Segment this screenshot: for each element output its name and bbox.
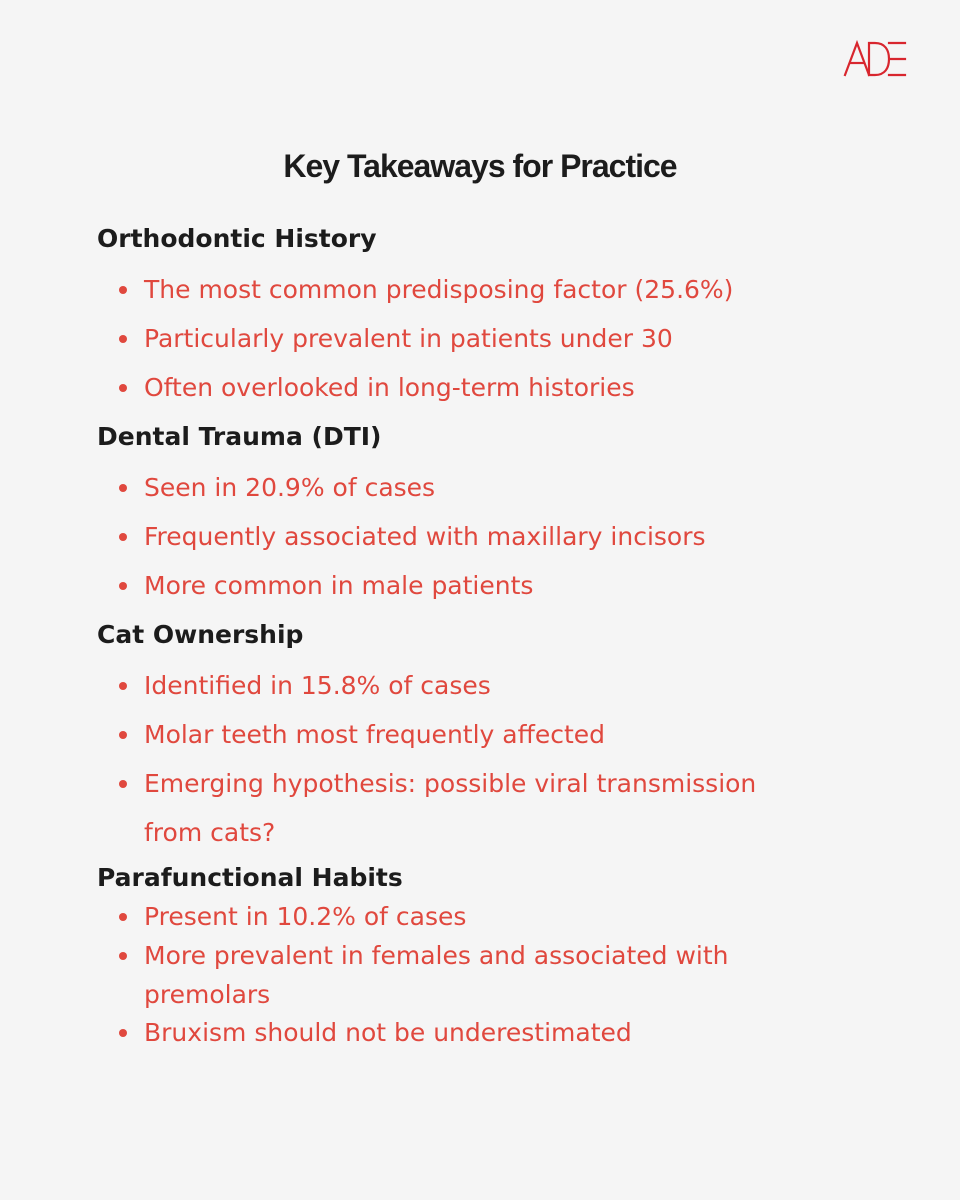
list-item: Frequently associated with maxillary incisors <box>144 512 706 561</box>
bullet-dot-icon <box>119 533 127 541</box>
bullet-dot-icon <box>119 384 127 392</box>
bullet-dot-icon <box>119 1029 127 1037</box>
section-heading-dental-trauma: Dental Trauma (DTI) <box>97 422 382 451</box>
section-heading-parafunctional-habits: Parafunctional Habits <box>97 863 403 892</box>
list-item: Often overlooked in long-term histories <box>144 363 635 412</box>
bullet-dot-icon <box>119 913 127 921</box>
section-heading-orthodontic-history: Orthodontic History <box>97 224 377 253</box>
list-item: Identified in 15.8% of cases <box>144 661 491 710</box>
list-item: Seen in 20.9% of cases <box>144 463 435 512</box>
bullet-dot-icon <box>119 952 127 960</box>
list-item: Particularly prevalent in patients under 30 <box>144 314 673 363</box>
list-item: Bruxism should not be underestimated <box>144 1013 632 1052</box>
bullet-dot-icon <box>119 286 127 294</box>
bullet-dot-icon <box>119 335 127 343</box>
bullet-dot-icon <box>119 484 127 492</box>
bullet-dot-icon <box>119 780 127 788</box>
bullet-dot-icon <box>119 682 127 690</box>
list-item: More prevalent in females and associated with premolars <box>144 936 729 1014</box>
list-item: Emerging hypothesis: possible viral transmission from cats? <box>144 759 756 857</box>
bullet-dot-icon <box>119 582 127 590</box>
ade-logo <box>843 40 909 78</box>
list-item: The most common predisposing factor (25.6%) <box>144 265 733 314</box>
bullet-dot-icon <box>119 731 127 739</box>
list-item: More common in male patients <box>144 561 533 610</box>
list-item: Present in 10.2% of cases <box>144 897 466 936</box>
page-title: Key Takeaways for Practice <box>283 148 677 184</box>
list-item: Molar teeth most frequently affected <box>144 710 605 759</box>
section-heading-cat-ownership: Cat Ownership <box>97 620 304 649</box>
